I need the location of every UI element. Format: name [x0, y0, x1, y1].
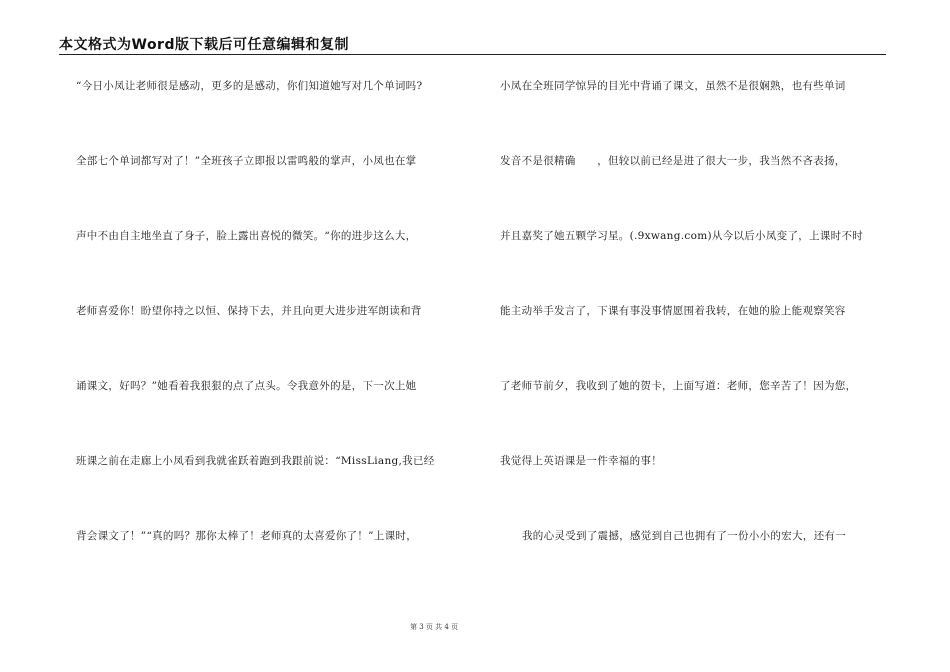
paragraph-line: 发音不是很精确 ，但较以前已经是进了很大一步，我当然不吝表扬，	[500, 155, 846, 167]
right-text-column	[500, 78, 892, 603]
paragraph-line: 全部七个单词都写对了！”全班孩子立即报以雷鸣般的掌声，小凤也在掌	[76, 155, 417, 167]
paragraph-line: 声中不由自主地坐直了身子，脸上露出喜悦的微笑。“你的进步这么大，	[76, 230, 417, 242]
paragraph-line: 并且嘉奖了她五颗学习星。(.9xwang.com)从今以后小凤变了，上课时不时	[500, 230, 864, 242]
paragraph-line: 我的心灵受到了震撼，感觉到自己也拥有了一份小小的宏大，还有一	[522, 530, 846, 542]
paragraph-line: 诵课文，好吗？”她看着我狠狠的点了点头。令我意外的是，下一次上她	[76, 380, 417, 392]
page-number-footer: 第 3 页 共 4 页	[409, 623, 459, 631]
document-header-title: 本文格式为Word版下载后可任意编辑和复制	[59, 37, 349, 53]
paragraph-line: 小凤在全班同学惊异的目光中背诵了课文，虽然不是很娴熟，也有些单词	[500, 80, 846, 92]
paragraph-line: 班课之前在走廊上小凤看到我就雀跃着跑到我跟前说：“MissLiang,我已经	[76, 455, 435, 467]
left-text-column	[76, 78, 468, 603]
paragraph-line: 背会课文了！”“真的吗？那你太棒了！老师真的太喜爱你了！”上课时，	[76, 530, 418, 542]
paragraph-line: 了老师节前夕，我收到了她的贺卡，上面写道：老师，您辛苦了！因为您，	[500, 380, 857, 392]
header-divider	[59, 54, 886, 55]
paragraph-line: “今日小凤让老师很是感动，更多的是感动，你们知道她写对几个单词吗?	[76, 80, 423, 92]
paragraph-line: 我觉得上英语课是一件幸福的事！	[500, 455, 662, 467]
paragraph-line: 老师喜爱你！盼望你持之以恒、保持下去，并且向更大进步进军朗读和背	[76, 305, 422, 317]
paragraph-line: 能主动举手发言了，下课有事没事情愿围着我转，在她的脸上能观察笑容	[500, 305, 846, 317]
